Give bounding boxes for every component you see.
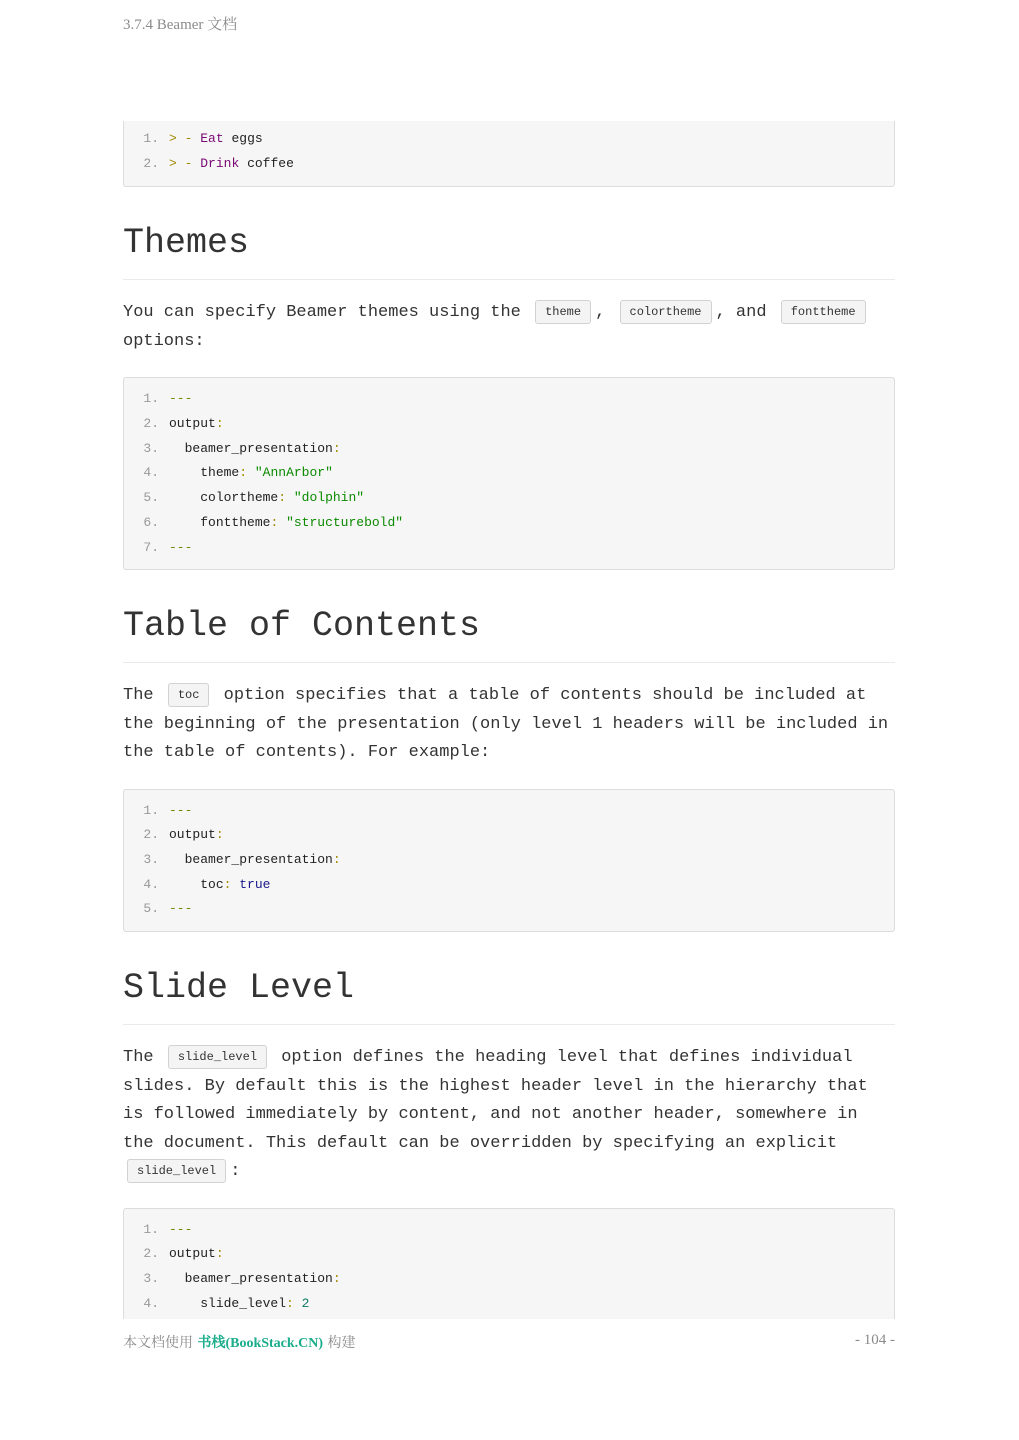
paragraph-text: options: [123, 331, 205, 351]
code-line [124, 152, 894, 177]
footer-text: 本文档使用 [123, 1335, 193, 1351]
code-token: - [184, 131, 193, 146]
line-number: 3. [143, 852, 159, 868]
paragraph-text: You can specify Beamer themes using the [123, 303, 521, 323]
code-token: : [332, 1271, 341, 1286]
inline-code: slide_level [168, 1045, 267, 1069]
inline-code: toc [168, 683, 210, 707]
line-number: 2. [143, 155, 159, 171]
code-line [124, 823, 894, 848]
code-token: : [270, 514, 279, 530]
code-line [124, 127, 894, 152]
code-block-toc [123, 789, 895, 932]
line-number: 1. [143, 391, 159, 407]
code-line [124, 461, 894, 486]
code-token: --- [169, 1221, 193, 1237]
inline-code: colortheme [620, 300, 712, 324]
paragraph-text: The [123, 1048, 154, 1068]
code-line [124, 848, 894, 873]
code-line [124, 1242, 894, 1267]
code-line [124, 486, 894, 511]
page-number: - 104 - [855, 1332, 895, 1348]
code-line [124, 897, 894, 922]
code-line [124, 1267, 894, 1292]
code-token: slide_level [200, 1295, 287, 1311]
code-token: coffee [247, 155, 294, 171]
code-token: > [169, 155, 177, 171]
code-line [124, 437, 894, 462]
code-token: : [239, 465, 248, 481]
code-line [124, 1292, 894, 1317]
code-line [124, 873, 894, 898]
running-header: 3.7.4 Beamer 文档 [123, 17, 238, 33]
inline-code: slide_level [127, 1159, 226, 1183]
code-token: output [169, 416, 216, 432]
code-token: : [215, 827, 224, 843]
code-block-intro [123, 121, 895, 187]
line-number: 2. [143, 1246, 159, 1262]
footer-text: 构建 [327, 1335, 356, 1351]
code-token: output [169, 827, 216, 843]
code-token: colortheme [200, 490, 279, 506]
code-token: --- [169, 539, 193, 555]
code-token: Drink [200, 155, 240, 171]
line-number: 2. [143, 416, 159, 432]
code-line [124, 1218, 894, 1243]
heading-slide-level: Slide Level [123, 966, 895, 1025]
code-token: : [278, 490, 287, 506]
code-token: : [286, 1295, 294, 1311]
code-token: beamer_presentation [184, 440, 333, 456]
code-block-slide-level [123, 1208, 895, 1319]
line-number: 6. [143, 514, 159, 530]
paragraph-slide-level [123, 1044, 895, 1187]
line-number: 3. [143, 1271, 159, 1286]
code-token: 2 [301, 1295, 310, 1311]
footer-credit [123, 1332, 356, 1352]
paragraph-text: option defines the heading level that defines individual slides. By default this is the highest header level in the hierarchy that is followed immediately by content, and not another header, somewhere in the document. This default can be overridden by specifying an explicit [123, 1048, 868, 1153]
code-token: fonttheme [200, 514, 271, 530]
code-token: : [215, 416, 224, 432]
heading-themes: Themes [123, 221, 895, 280]
line-number: 1. [143, 131, 159, 146]
code-token: : [332, 440, 341, 456]
line-number: 3. [143, 440, 159, 456]
code-line [124, 412, 894, 437]
code-token: - [184, 155, 193, 171]
line-number: 4. [143, 876, 159, 892]
paragraph-text: , and [715, 303, 767, 323]
code-token: "dolphin" [293, 490, 365, 506]
code-token: Eat [200, 131, 224, 146]
code-token: --- [169, 391, 193, 407]
code-token: > [169, 131, 177, 146]
paragraph-text: : [230, 1162, 241, 1182]
code-token: eggs [231, 131, 263, 146]
code-block-themes [123, 377, 895, 570]
inline-code: theme [535, 300, 591, 324]
code-token: beamer_presentation [184, 1271, 333, 1286]
line-number: 7. [143, 539, 159, 555]
paragraph-toc [123, 682, 895, 768]
code-token: beamer_presentation [184, 852, 333, 868]
code-line [124, 387, 894, 412]
code-token: "structurebold" [286, 514, 404, 530]
code-token: "AnnArbor" [254, 465, 333, 481]
heading-table-of-contents: Table of Contents [123, 604, 895, 663]
line-number: 4. [143, 465, 159, 481]
paragraph-text: , [595, 303, 606, 323]
line-number: 5. [143, 901, 159, 917]
footer-brand-link[interactable]: 书栈(BookStack.CN) [197, 1336, 324, 1351]
code-line [124, 511, 894, 536]
inline-code: fonttheme [781, 300, 866, 324]
page-content [123, 121, 895, 1319]
code-token: output [169, 1246, 216, 1262]
code-token: --- [169, 802, 193, 818]
code-token: : [223, 876, 232, 892]
line-number: 2. [143, 827, 159, 843]
line-number: 1. [143, 1221, 159, 1237]
line-number: 5. [143, 490, 159, 506]
code-token: : [332, 852, 341, 868]
paragraph-themes [123, 299, 895, 356]
code-token: toc [200, 876, 224, 892]
code-token: true [239, 876, 271, 892]
code-line [124, 799, 894, 824]
code-token: theme [200, 465, 240, 481]
paragraph-text: option specifies that a table of contents should be included at the beginning of the presentation (only level 1 headers will be included in the table of contents). For example: [123, 686, 889, 763]
line-number: 1. [143, 802, 159, 818]
code-token: --- [169, 901, 193, 917]
code-line [124, 536, 894, 561]
code-token: : [215, 1246, 224, 1262]
line-number: 4. [143, 1295, 159, 1311]
paragraph-text: The [123, 686, 154, 706]
